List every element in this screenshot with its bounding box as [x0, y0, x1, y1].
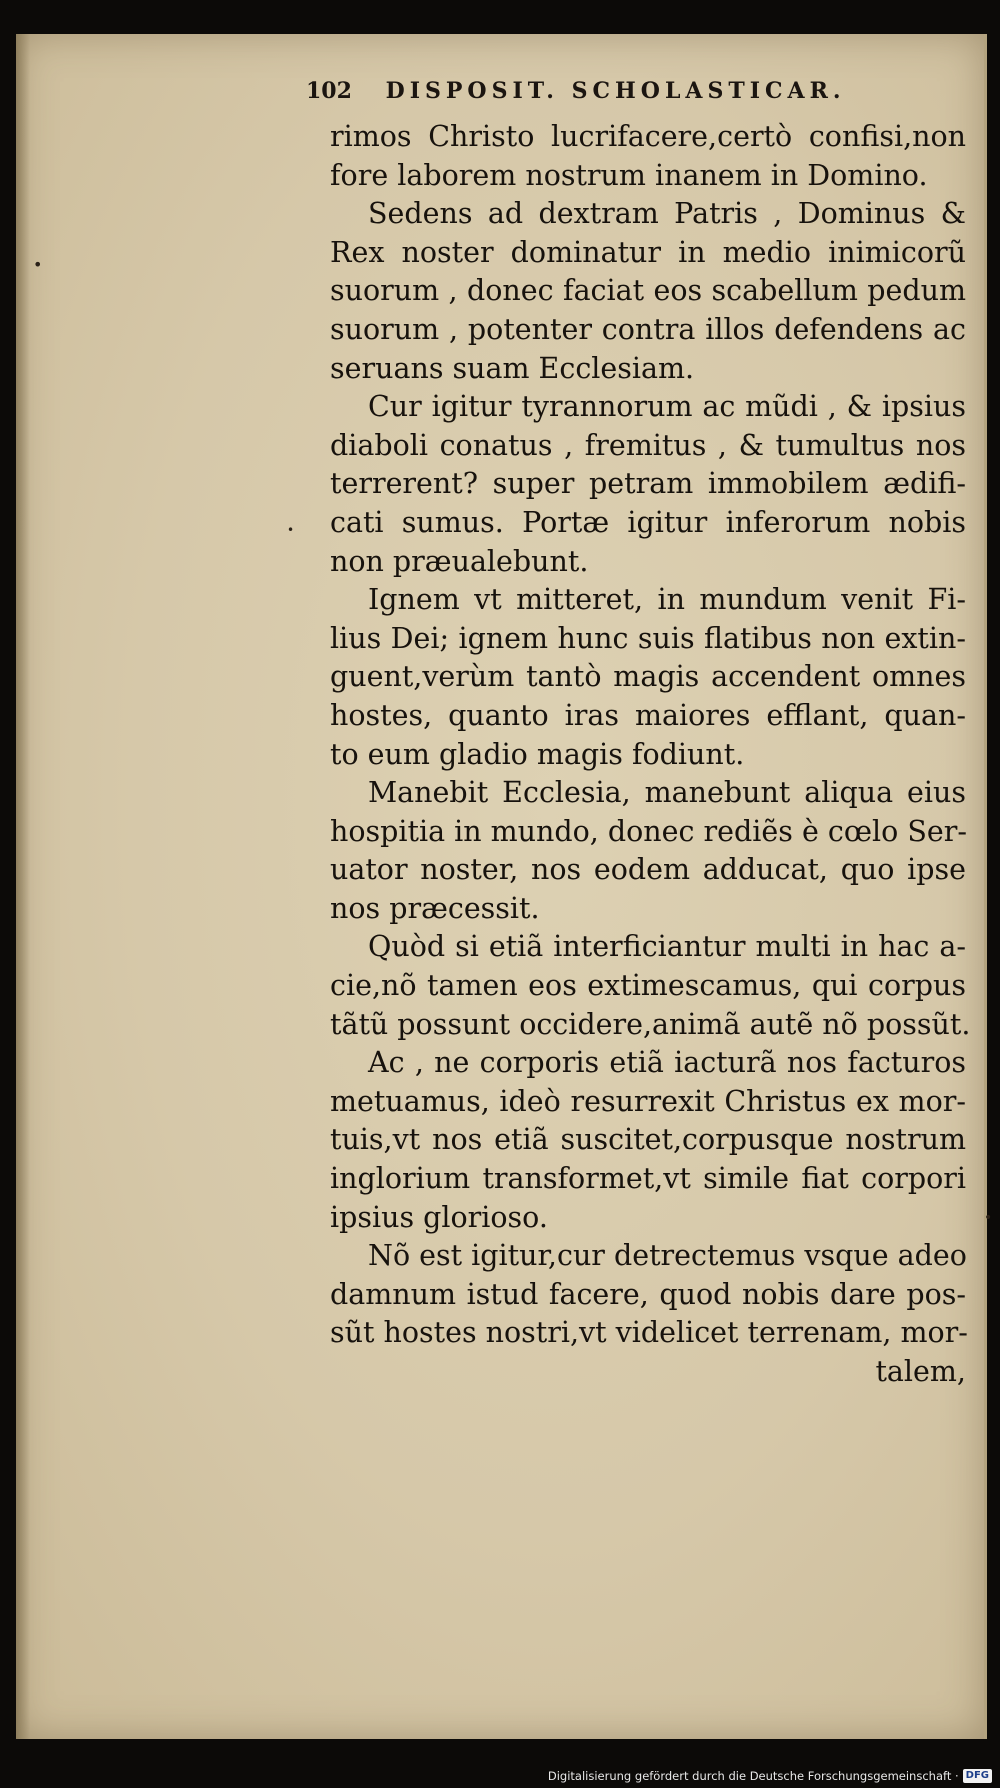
text-line: diaboli conatus , fremitus , & tumultus nos	[330, 428, 966, 462]
text-line: nos præcessit.	[330, 891, 540, 925]
text-line: rimos Christo lucrifacere,certò confisi,non	[330, 120, 966, 153]
text-line: Rex noster dominatur in medio inimicorũ	[330, 235, 966, 269]
funding-credit: Digitalisierung gefördert durch die Deutsche Forschungsgemeinschaft ·	[547, 1769, 959, 1783]
text-line: Cur igitur tyrannorum ac mũdi , & ipsius	[368, 390, 966, 424]
text-line: Ignem vt mitteret, in mundum venit Fi-	[368, 583, 966, 617]
text-line: Nõ est igitur,cur detrectemus vsque adeo	[368, 1239, 967, 1273]
catchword: talem,	[875, 1355, 966, 1388]
text-line: metuamus, ideò resurrexit Christus ex mor-	[330, 1084, 966, 1118]
text-line: Manebit Ecclesia, manebunt aliqua eius	[368, 776, 966, 810]
text-line: tãtũ possunt occidere,animã autẽ nõ possũt.	[330, 1007, 971, 1041]
text-line: Sedens ad dextram Patris , Dominus &	[368, 197, 966, 231]
text-line: fore laborem nostrum inanem in Domino.	[330, 158, 928, 192]
page-header	[306, 78, 956, 118]
text-line: seruans suam Ecclesiam.	[330, 351, 695, 385]
text-line: ipsius glorioso.	[330, 1200, 548, 1234]
ink-spot-mark: •	[287, 523, 295, 537]
text-line: suorum , potenter contra illos defendens ac	[330, 312, 966, 346]
page-number: 102	[306, 78, 352, 104]
page-gutter-shadow	[16, 34, 30, 1739]
text-line: hostes, quanto iras maiores efflant, quan-	[330, 698, 966, 732]
text-line: suorum , donec faciat eos scabellum pedum	[330, 274, 966, 308]
text-line: hospitia in mundo, donec rediẽs è cœlo Ser-	[330, 814, 967, 848]
text-line: Ac , ne corporis etiã iacturã nos facturos	[368, 1046, 966, 1080]
text-line: non præualebunt.	[330, 544, 589, 578]
digitization-footer	[548, 1766, 992, 1786]
text-line: lius Dei; ignem hunc suis flatibus non extin-	[330, 621, 966, 655]
text-line: guent,verùm tantò magis accendent omnes	[330, 660, 966, 694]
text-line: to eum gladio magis fodiunt.	[330, 737, 745, 771]
dfg-logo: DFG	[963, 1769, 992, 1783]
text-line: sũt hostes nostri,vt videlicet terrenam, mor-	[330, 1316, 968, 1350]
text-line: inglorium transformet,vt simile fiat corpori	[330, 1162, 966, 1196]
ink-spot-mark: •	[984, 1210, 993, 1226]
text-line: cie,nõ tamen eos extimescamus, qui corpus	[330, 969, 966, 1003]
text-line: damnum istud facere, quod nobis dare pos-	[330, 1277, 966, 1311]
text-line: Quòd si etiã interficiantur multi in hac a-	[368, 930, 966, 964]
text-line: uator noster, nos eodem adducat, quo ipse	[330, 853, 966, 887]
ink-spot-mark: •	[33, 255, 43, 274]
body-text	[330, 118, 971, 1392]
text-line: terrerent? super petram immobilem ædifi-	[330, 467, 966, 501]
text-line: tuis,vt nos etiã suscitet,corpusque nostrum	[330, 1123, 966, 1157]
text-line: cati sumus. Portæ igitur inferorum nobis	[330, 505, 966, 539]
running-head: DISPOSIT. SCHOLASTICAR.	[385, 78, 846, 104]
